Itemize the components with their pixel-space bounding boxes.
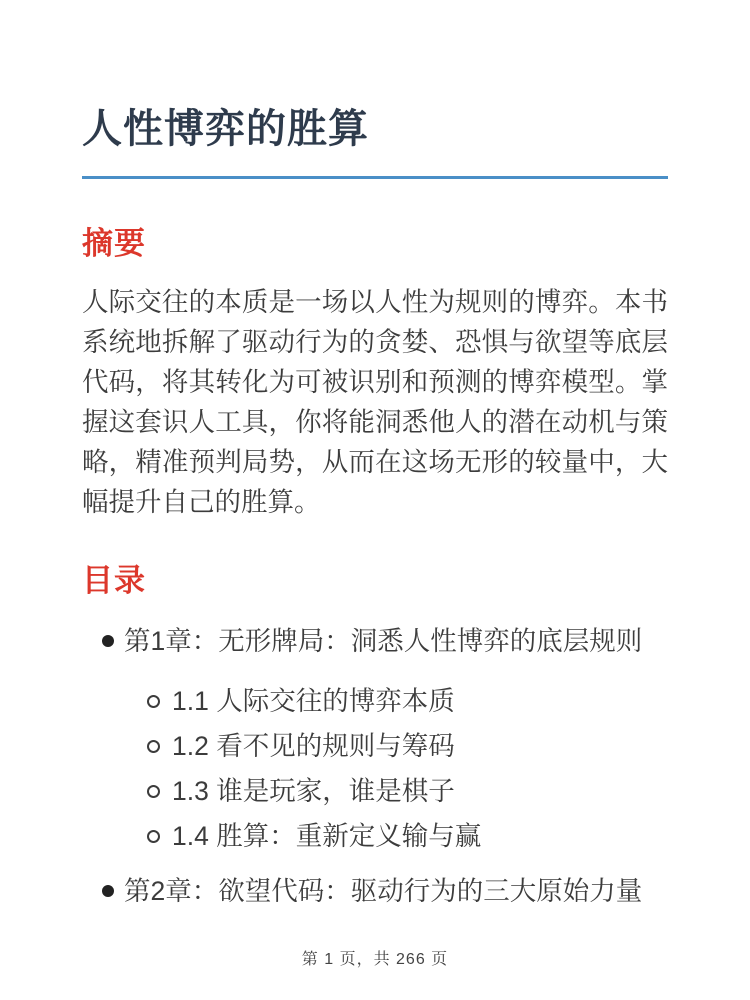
title-divider (82, 176, 668, 179)
bullet-circle-icon (147, 740, 160, 753)
toc-subitem-1-3 (82, 775, 668, 807)
toc-heading: 目录 (82, 563, 146, 599)
toc-chapter-1-row (82, 624, 668, 658)
bullet-circle-icon (147, 695, 160, 708)
toc-subitem-1-4 (82, 820, 668, 852)
page-number-footer: 第 1 页，共 266 页 (301, 951, 449, 968)
toc-subitem-1-2 (82, 730, 668, 762)
bullet-dot-icon (102, 885, 114, 897)
toc-list (82, 624, 668, 908)
toc-subitem-1-2-label: 1.2 看不见的规则与筹码 (172, 731, 455, 762)
toc-chapter-1 (82, 624, 668, 852)
bullet-circle-icon (147, 785, 160, 798)
toc-chapter-2-row (82, 874, 668, 908)
toc-subitem-1-1 (82, 685, 668, 717)
toc-subitem-1-1-label: 1.1 人际交往的博弈本质 (172, 686, 455, 717)
bullet-dot-icon (102, 635, 114, 647)
page-title: 人性博弈的胜算 (82, 107, 369, 151)
toc-chapter-2-label: 第2章：欲望代码：驱动行为的三大原始力量 (124, 876, 643, 907)
toc-subitem-1-3-label: 1.3 谁是玩家，谁是棋子 (172, 776, 455, 807)
abstract-paragraph: 人际交往的本质是一场以人性为规则的博弈。本书系统地拆解了驱动行为的贪婪、恐惧与欲望等底层代码，将其转化为可被识别和预测的博弈模型。掌握这套识人工具，你将能洞悉他人的潜在动机与策略，精准预判局势，从而在这场无形的较量中，大幅提升自己的胜算。 (82, 287, 668, 518)
toc-chapter-1-sublist (82, 685, 668, 852)
bullet-circle-icon (147, 830, 160, 843)
toc-chapter-1-label: 第1章：无形牌局：洞悉人性博弈的底层规则 (124, 626, 643, 657)
toc-chapter-2 (82, 874, 668, 908)
toc-subitem-1-4-label: 1.4 胜算：重新定义输与赢 (172, 821, 482, 852)
abstract-heading: 摘要 (82, 226, 146, 261)
